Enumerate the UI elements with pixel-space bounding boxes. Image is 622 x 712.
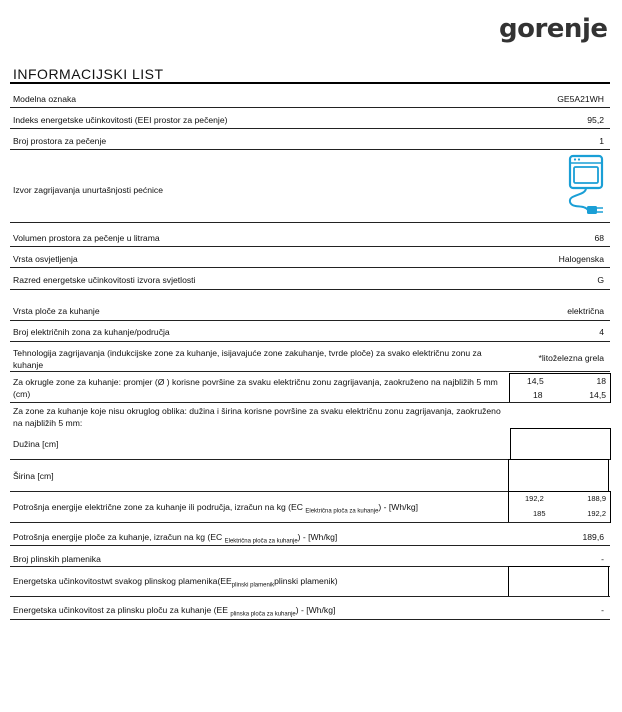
divider	[10, 371, 610, 372]
divider	[10, 149, 610, 150]
divider	[10, 222, 610, 223]
gas-eff-each-label: Energetska učinkovitostwt svakog plinskog $plamenika(EE_{plinski plamenik}plinski$ plamenik)	[13, 576, 338, 589]
model-label: Modelna oznaka	[13, 94, 77, 104]
width-label: Širina [cm]	[13, 471, 54, 481]
hob-consumption-label: Potrošnja energije ploče za kuhanje, izračun na kg (EC $_{Električna ploča za kuhanje}$) - [Wh/kg]	[13, 532, 338, 545]
zone-consumption-value: 192,2	[525, 494, 544, 503]
gas-eff-hob-subscript: plinska ploča za kuhanje	[230, 611, 296, 618]
round-zone-value: 18	[533, 390, 543, 400]
round-zone-value: 18	[596, 376, 606, 386]
zone-consumption-value: 188,9	[587, 494, 606, 503]
width-box	[508, 459, 609, 492]
length-label: Dužina [cm]	[13, 439, 59, 449]
electric-oven-plug-icon	[560, 154, 608, 220]
light-class-label: Razred energetske učinkovitosti izvora svjetlosti	[13, 275, 196, 285]
technology-label: Tehnologija zagrijavanja (indukcijske zone za kuhanje, isijavajuće zone zakuhanje, tvrde ploče) za svako električnu zonu za	[13, 348, 482, 358]
zone-consumption-value: 192,2	[587, 509, 606, 518]
length-box	[510, 428, 611, 460]
hob-type-value: električna	[567, 306, 604, 316]
volume-label: Volumen prostora za pečenje u litrama	[13, 233, 160, 243]
divider	[10, 522, 610, 523]
zones-label: Broj električnih zona za kuhanje/područja	[13, 327, 170, 337]
cavities-label: Broj prostora za pečenje	[13, 136, 107, 146]
divider	[10, 402, 610, 403]
divider	[10, 267, 610, 268]
gas-eff-each-box	[508, 566, 609, 597]
round-zones-label: Za okrugle zone za kuhanje: promjer (Ø ) korisne površine za svaku električnu zonu zagrijavanja, zaokruženo na najbližih 5 mm	[13, 377, 498, 387]
gas-burners-value: -	[601, 554, 604, 564]
divider	[10, 545, 610, 546]
technology-label-cont: kuhanje	[13, 360, 44, 370]
zone-consumption-value: 185	[533, 509, 546, 518]
zone-consumption-subscript: Električna ploča za kuhanje	[305, 508, 379, 515]
eei-label: Indeks energetske učinkovitosti (EEI prostor za pečenje)	[13, 115, 228, 125]
round-zones-label-cont: (cm)	[13, 389, 31, 399]
zone-consumption-label: Potrošnja energije električne zone za kuhanje ili područja, izračun na kg (EC $_{Električna ploča za kuhanje}$) - [Wh/kg]	[13, 502, 419, 515]
eei-value: 95,2	[587, 115, 604, 125]
gas-eff-each-subscript: plinski plamenik	[231, 582, 275, 589]
technology-value: *litoželezna grela	[538, 353, 604, 363]
gas-burners-label: Broj plinskih plamenika	[13, 554, 101, 564]
lighting-value: Halogenska	[558, 254, 604, 264]
hob-consumption-value: 189,6	[582, 532, 604, 542]
divider	[10, 320, 610, 321]
gas-eff-hob-value: -	[601, 605, 604, 615]
volume-value: 68	[594, 233, 604, 243]
heat-source-label: Izvor zagrijavanja unurtašnjosti pećnice	[13, 185, 163, 195]
round-zone-value: 14,5	[527, 376, 544, 386]
divider	[10, 246, 610, 247]
light-class-value: G	[597, 275, 604, 285]
nonround-label: Za zone za kuhanje koje nisu okruglog oblika: dužina i širina korisne površine za svaku električnu zonu zagrijavanja, zaokruženo	[13, 406, 501, 416]
divider	[10, 128, 610, 129]
divider	[10, 289, 610, 290]
hob-consumption-subscript: Električna ploča za kuhanje	[224, 538, 298, 545]
gas-eff-hob-label: Energetska učinkovitost za plinsku ploču za kuhanje (EE $_{plinska ploča za kuhanje}$) - [Wh/kg]	[13, 605, 336, 618]
divider	[10, 596, 610, 597]
page-title: INFORMACIJSKI LIST	[13, 66, 164, 82]
model-value: GE5A21WH	[557, 94, 604, 104]
cavities-value: 1	[599, 136, 604, 146]
zones-value: 4	[599, 327, 604, 337]
divider	[10, 619, 610, 620]
nonround-label-cont: na najbližih 5 mm:	[13, 418, 83, 428]
lighting-label: Vrsta osvjetljenja	[13, 254, 78, 264]
brand-logo: gorenje	[499, 14, 608, 44]
title-rule	[10, 82, 610, 84]
divider	[10, 107, 610, 108]
divider	[10, 341, 610, 342]
round-zone-value: 14,5	[589, 390, 606, 400]
hob-type-label: Vrsta ploče za kuhanje	[13, 306, 100, 316]
